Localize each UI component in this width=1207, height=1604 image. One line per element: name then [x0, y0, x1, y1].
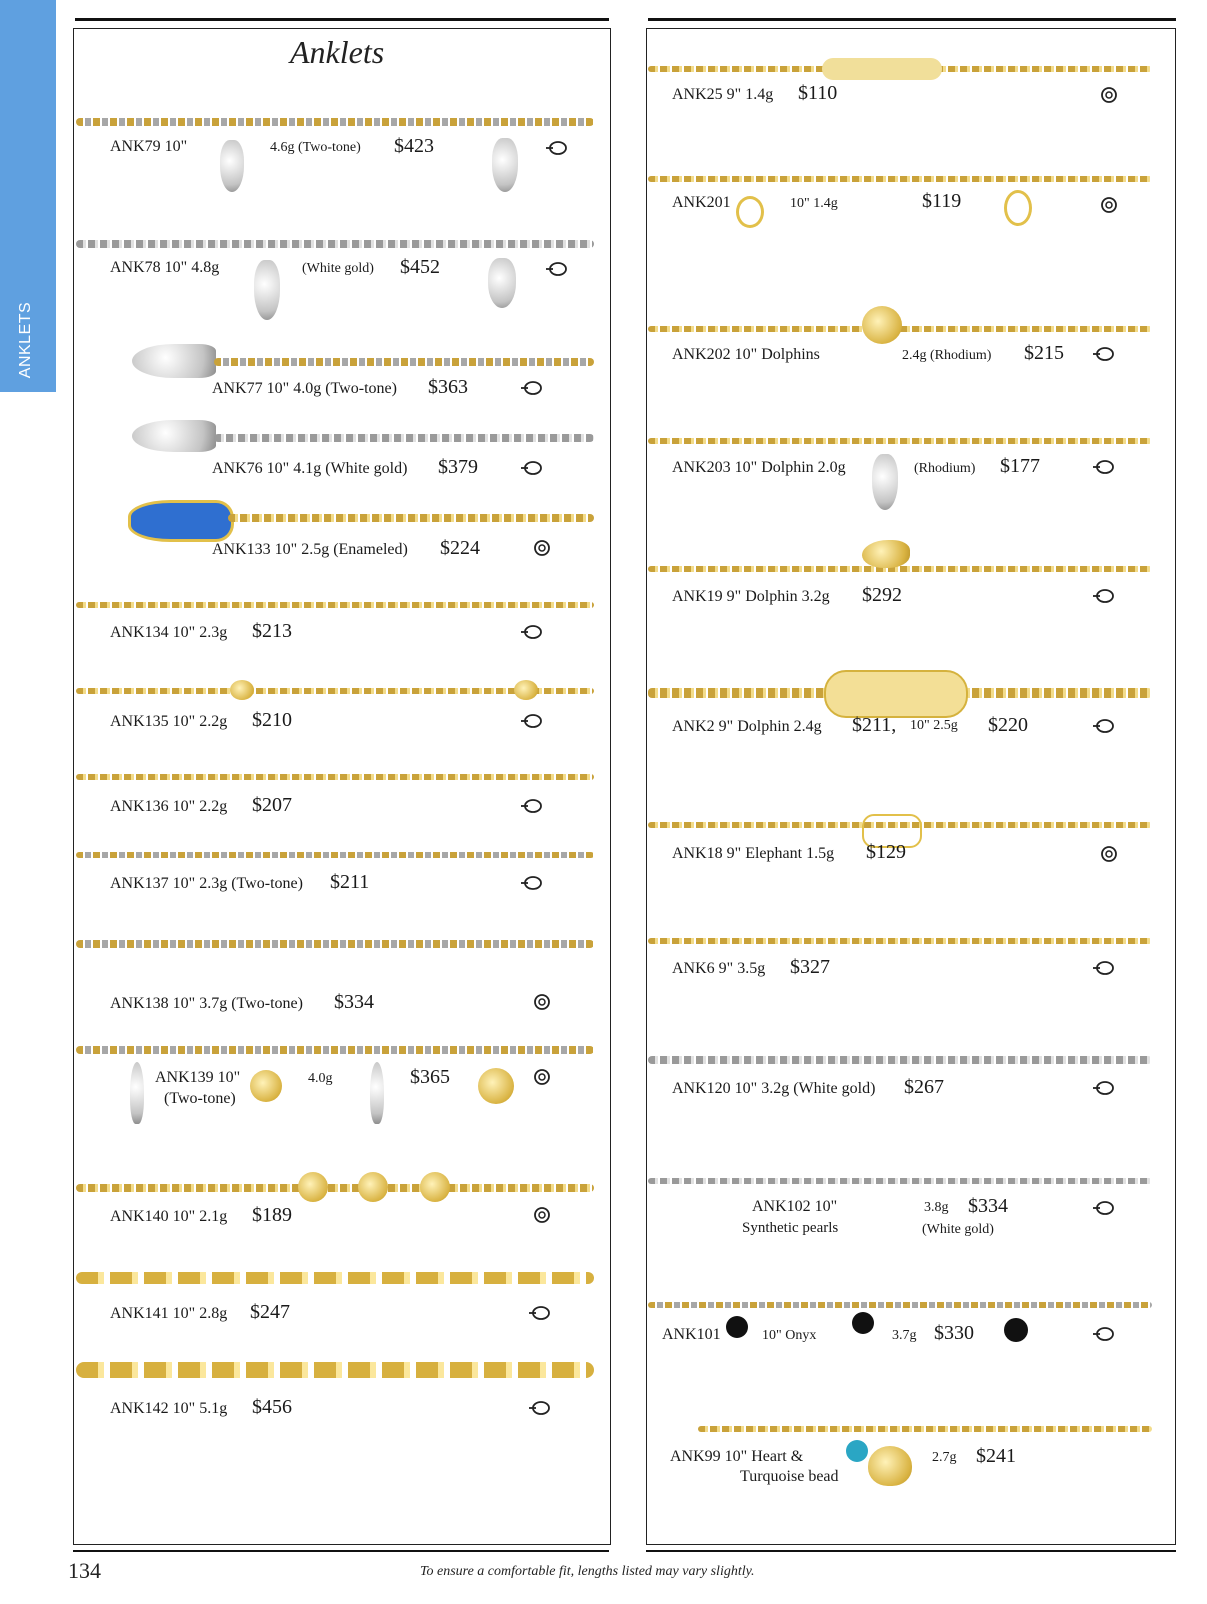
chain-image — [76, 1046, 594, 1054]
dolphin-charm — [492, 138, 518, 192]
item-detail: (Rhodium) — [914, 461, 976, 476]
dolphin-pair-charm — [862, 306, 902, 344]
item-price: $330 — [934, 1322, 974, 1344]
item-code: ANK141 10" 2.8g — [110, 1305, 228, 1322]
item-price: $129 — [866, 841, 906, 863]
item-price: $327 — [790, 956, 830, 978]
section-tab — [0, 0, 56, 392]
item-price: $213 — [252, 620, 292, 642]
enamel-sandal-charm — [128, 500, 234, 542]
id-plate — [822, 58, 942, 80]
chain-image — [648, 938, 1152, 944]
item-price: $211, — [852, 714, 897, 736]
item-code-line2: Synthetic pearls — [742, 1220, 839, 1236]
item-code: ANK25 9" 1.4g — [672, 86, 774, 103]
chain-image — [648, 176, 1152, 182]
dolphin-charm — [872, 454, 898, 510]
chain-image — [76, 602, 594, 608]
item-code: ANK102 10" — [752, 1198, 838, 1215]
dolphin-charm — [488, 258, 516, 308]
item-price: $379 — [438, 456, 478, 478]
item-code: ANK99 10" Heart & — [670, 1448, 804, 1465]
bead-charm — [420, 1172, 450, 1202]
item-code: ANK134 10" 2.3g — [110, 624, 228, 641]
onyx-bead — [726, 1316, 748, 1338]
lobster-clasp-icon — [520, 875, 542, 891]
item-code: ANK136 10" 2.2g — [110, 798, 228, 815]
item-detail: 4.0g — [308, 1071, 333, 1086]
chain-image — [214, 358, 594, 366]
item-code: ANK19 9" Dolphin 3.2g — [672, 588, 830, 605]
lobster-clasp-icon — [528, 1305, 550, 1321]
lobster-clasp-icon — [1092, 1080, 1114, 1096]
chain-image — [214, 434, 594, 442]
item-detail: 4.6g (Two-tone) — [270, 140, 361, 155]
chain-image — [648, 1178, 1152, 1184]
item-code-line2: Turquoise bead — [740, 1468, 839, 1485]
lobster-clasp-icon — [520, 460, 542, 476]
chain-image — [76, 1362, 594, 1378]
lobster-clasp-icon — [1092, 1200, 1114, 1216]
lobster-clasp-icon — [520, 380, 542, 396]
item-code: ANK77 10" 4.0g (Two-tone) — [212, 380, 397, 397]
item-price: $189 — [252, 1204, 292, 1226]
item-detail: 2.7g — [932, 1450, 957, 1465]
chain-image — [76, 118, 594, 126]
item-price: $292 — [862, 584, 902, 606]
chain-image — [76, 1184, 594, 1192]
disc-charm — [478, 1068, 514, 1104]
item-detail: (White gold) — [302, 261, 374, 276]
chain-image — [76, 1272, 594, 1284]
item-price: $456 — [252, 1396, 292, 1418]
onyx-bead — [1004, 1318, 1028, 1342]
chain-image — [648, 566, 1152, 572]
item-price: $334 — [968, 1195, 1008, 1217]
top-rule-left — [75, 18, 609, 21]
lobster-clasp-icon — [528, 1400, 550, 1416]
lobster-clasp-icon — [1092, 960, 1114, 976]
chain-image — [698, 1426, 1152, 1432]
page-title: Anklets — [290, 34, 385, 70]
item-detail: 3.8g — [924, 1200, 949, 1215]
page-number: 134 — [68, 1558, 101, 1583]
item-price: $177 — [1000, 455, 1040, 477]
ring-charm — [1004, 190, 1032, 226]
item-price: $210 — [252, 709, 292, 731]
spring-ring-clasp-icon — [533, 539, 551, 557]
item-price: $334 — [334, 991, 374, 1013]
disc-charm — [230, 680, 254, 700]
horn-charm — [370, 1062, 384, 1124]
item-detail-line2: (White gold) — [922, 1222, 994, 1237]
footer-note: To ensure a comfortable fit, lengths listed may vary slightly. — [420, 1564, 755, 1579]
item-code: ANK142 10" 5.1g — [110, 1400, 228, 1417]
item-code: ANK203 10" Dolphin 2.0g — [672, 459, 846, 476]
sandal-charm — [132, 420, 216, 452]
lobster-clasp-icon — [1092, 588, 1114, 604]
disc-charm — [250, 1070, 282, 1102]
item-code: ANK2 9" Dolphin 2.4g — [672, 718, 822, 735]
lobster-clasp-icon — [1092, 346, 1114, 362]
right-column — [646, 28, 1176, 1545]
item-price: $267 — [904, 1076, 944, 1098]
item-code: ANK120 10" 3.2g (White gold) — [672, 1080, 876, 1097]
spring-ring-clasp-icon — [533, 1206, 551, 1224]
chain-image — [76, 774, 594, 780]
spring-ring-clasp-icon — [533, 993, 551, 1011]
item-code: ANK76 10" 4.1g (White gold) — [212, 460, 408, 477]
item-price: $224 — [440, 537, 480, 559]
horn-charm — [130, 1062, 144, 1124]
item-code: ANK201 — [672, 194, 731, 211]
item-code: ANK18 9" Elephant 1.5g — [672, 845, 835, 862]
bottom-rule-left — [73, 1550, 609, 1552]
lobster-clasp-icon — [1092, 459, 1114, 475]
item-price: $452 — [400, 256, 440, 278]
sandal-charm — [132, 344, 216, 378]
item-code-line2: (Two-tone) — [164, 1090, 236, 1107]
chain-image — [76, 852, 594, 858]
spring-ring-clasp-icon — [1100, 196, 1118, 214]
item-detail: 10" 1.4g — [790, 196, 838, 211]
item-price: $241 — [976, 1445, 1016, 1467]
item-detail: 10" Onyx — [762, 1328, 817, 1343]
item-detail-weight: 3.7g — [892, 1328, 917, 1343]
bead-charm — [298, 1172, 328, 1202]
spring-ring-clasp-icon — [533, 1068, 551, 1086]
item-code: ANK101 — [662, 1326, 721, 1343]
bottom-rule-right — [646, 1550, 1176, 1552]
lobster-clasp-icon — [520, 713, 542, 729]
chain-image — [648, 438, 1152, 444]
onyx-bead — [852, 1312, 874, 1334]
item-code: ANK140 10" 2.1g — [110, 1208, 228, 1225]
item-detail: 2.4g (Rhodium) — [902, 348, 992, 363]
heart-charm — [868, 1446, 912, 1486]
item-price: $211 — [330, 871, 370, 893]
lobster-clasp-icon — [520, 798, 542, 814]
chain-image — [648, 1302, 1152, 1308]
item-code: ANK78 10" 4.8g — [110, 259, 220, 276]
item-code: ANK202 10" Dolphins — [672, 346, 820, 363]
dolphin-charm — [862, 540, 910, 568]
item-price: $247 — [250, 1301, 290, 1323]
item-code: ANK133 10" 2.5g (Enameled) — [212, 541, 408, 558]
item-price: $365 — [410, 1066, 450, 1088]
item-code: ANK135 10" 2.2g — [110, 713, 228, 730]
chain-image — [228, 514, 594, 522]
item-code: ANK6 9" 3.5g — [672, 960, 766, 977]
chain-image — [76, 940, 594, 948]
item-detail: 10" 2.5g — [910, 718, 958, 733]
item-code: ANK137 10" 2.3g (Two-tone) — [110, 875, 303, 892]
chain-image — [648, 1056, 1152, 1064]
item-price-alt: $220 — [988, 714, 1028, 736]
lobster-clasp-icon — [1092, 1326, 1114, 1342]
item-price: $423 — [394, 135, 434, 157]
spring-ring-clasp-icon — [1100, 845, 1118, 863]
item-price: $119 — [922, 190, 962, 212]
ring-charm — [736, 196, 764, 228]
disc-charm — [514, 680, 538, 700]
item-code: ANK138 10" 3.7g (Two-tone) — [110, 995, 303, 1012]
top-rule-right — [648, 18, 1176, 21]
section-tab-label: ANKLETS — [17, 301, 34, 379]
dolphin-charm — [254, 260, 280, 320]
spring-ring-clasp-icon — [1100, 86, 1118, 104]
item-price: $215 — [1024, 342, 1064, 364]
item-price: $110 — [798, 82, 838, 104]
dolphin-plate — [824, 670, 968, 718]
lobster-clasp-icon — [545, 261, 567, 277]
item-price: $207 — [252, 794, 292, 816]
lobster-clasp-icon — [545, 140, 567, 156]
lobster-clasp-icon — [1092, 718, 1114, 734]
dolphin-charm — [220, 140, 244, 192]
lobster-clasp-icon — [520, 624, 542, 640]
item-code: ANK79 10" — [110, 138, 188, 155]
turquoise-bead — [846, 1440, 868, 1462]
item-code: ANK139 10" — [155, 1069, 241, 1086]
item-price: $363 — [428, 376, 468, 398]
bead-charm — [358, 1172, 388, 1202]
chain-image — [76, 240, 594, 248]
